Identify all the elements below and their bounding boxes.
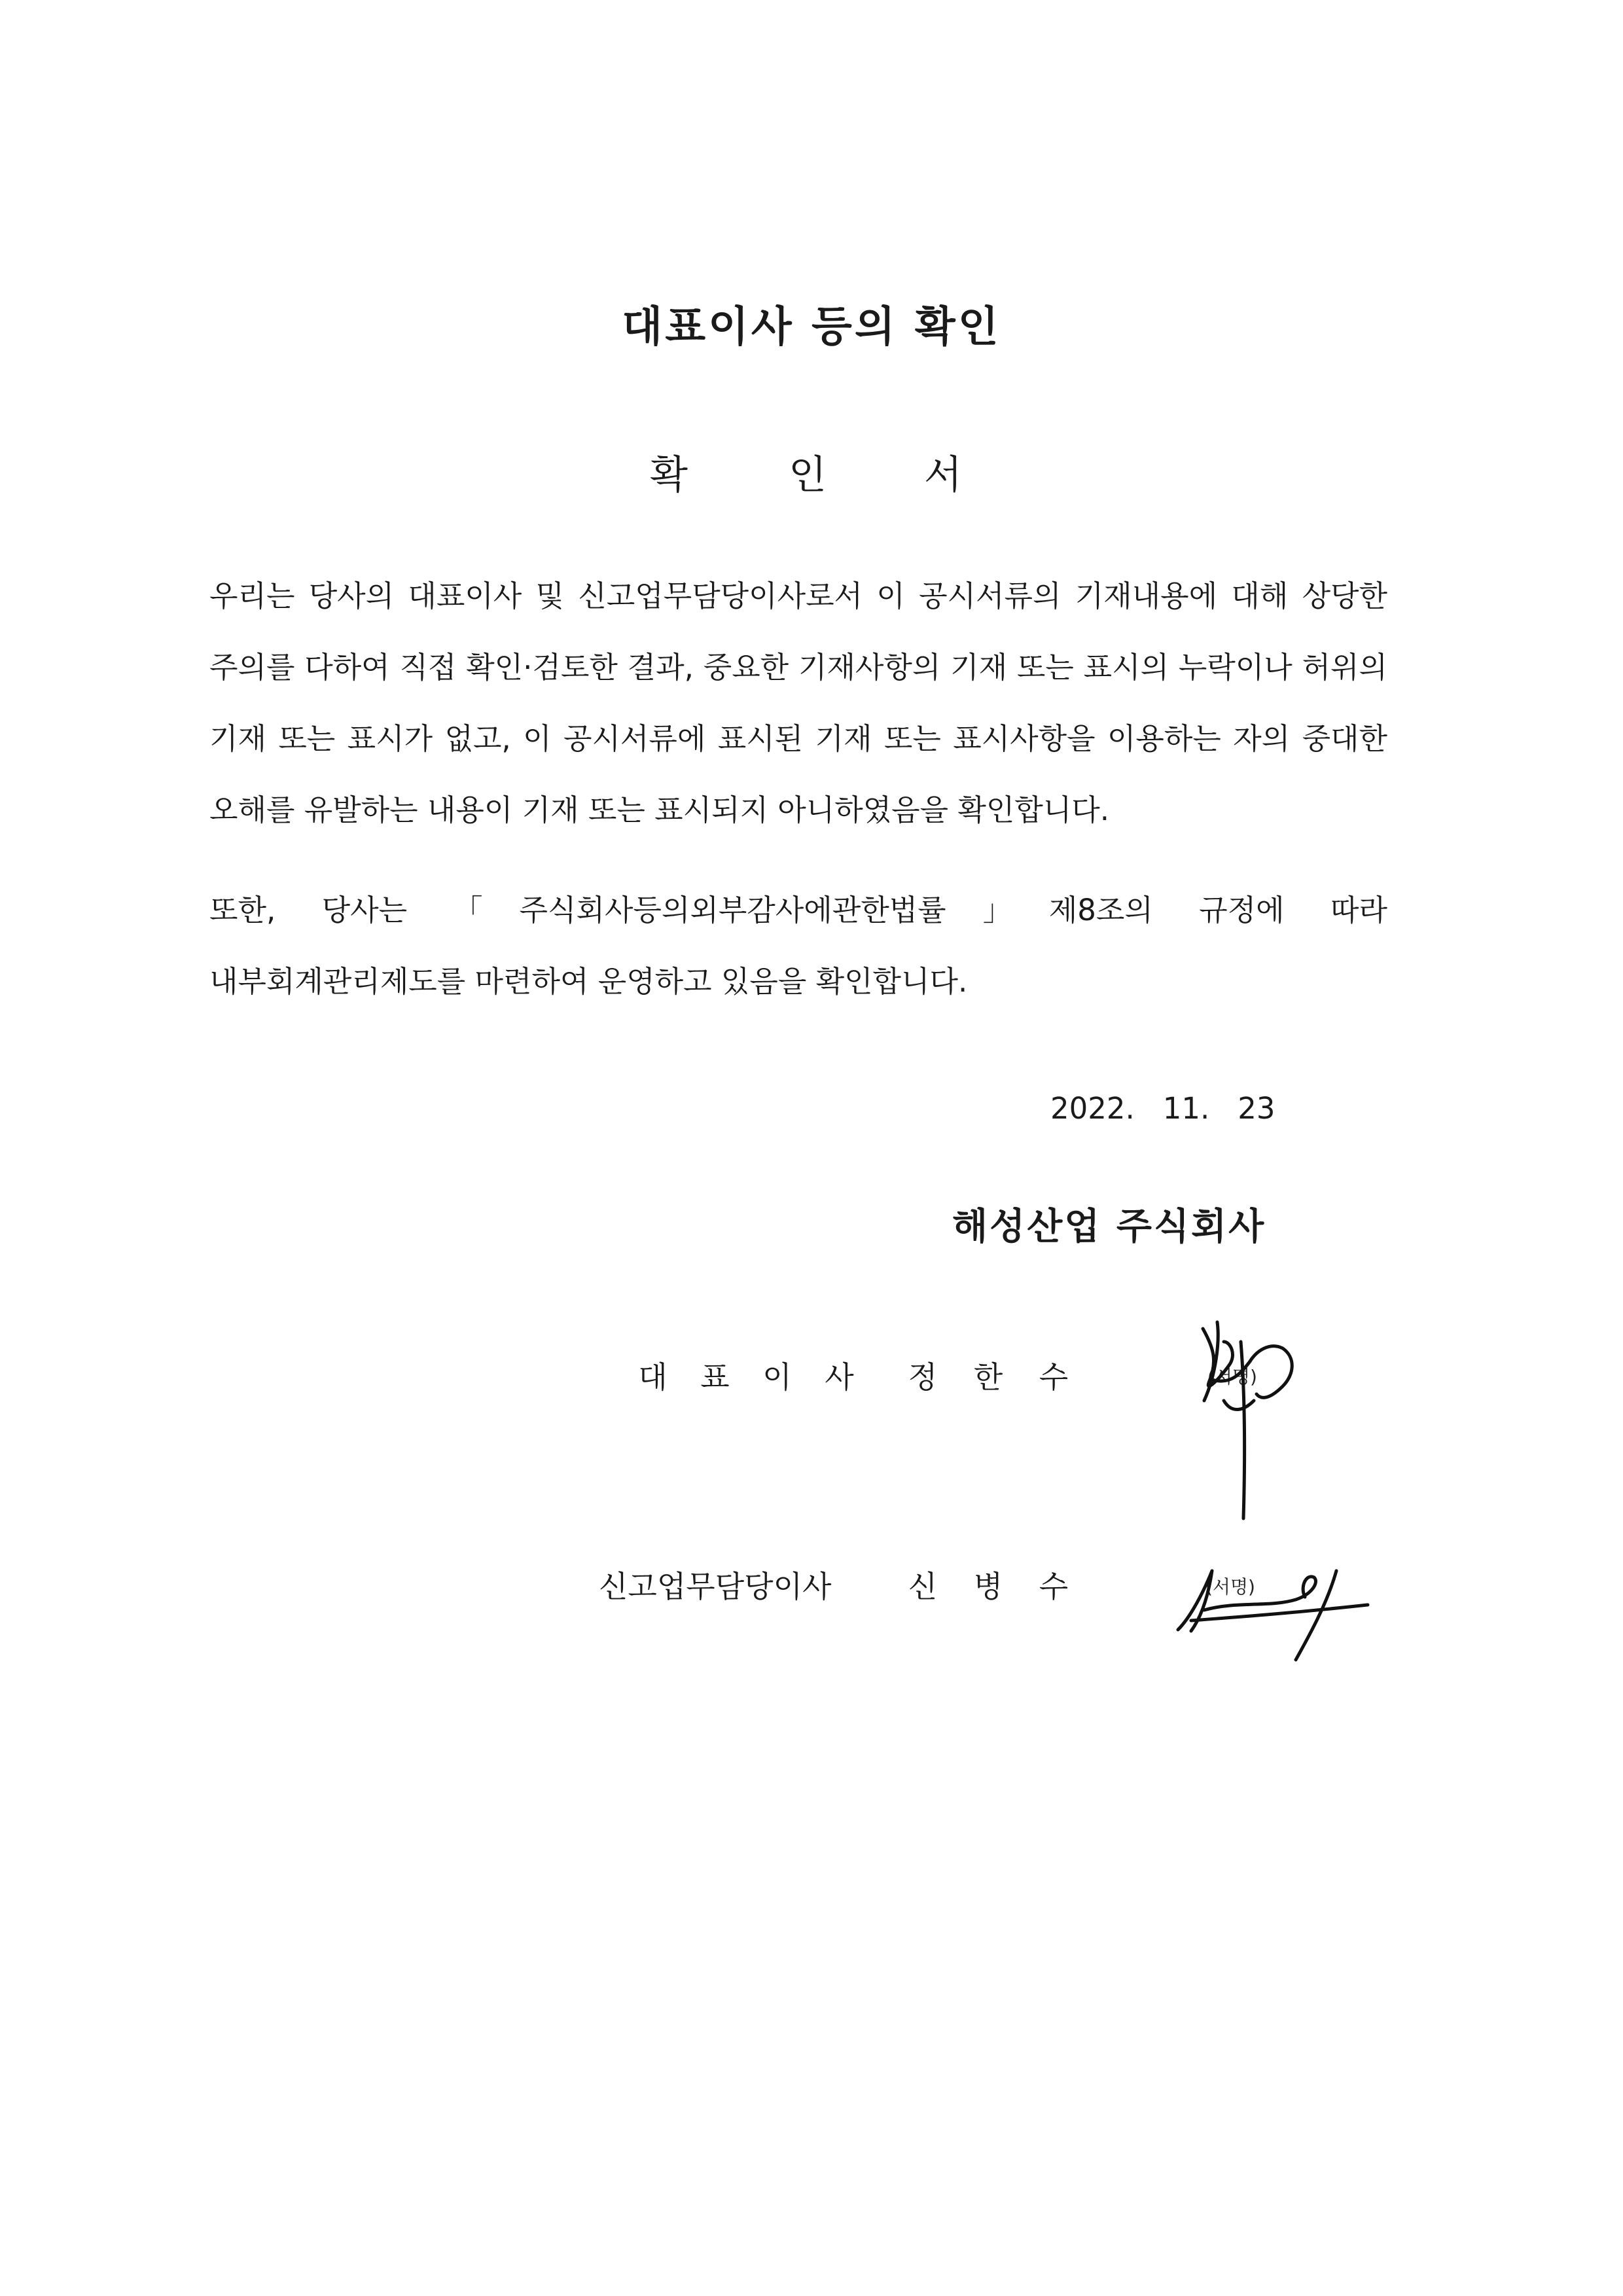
ceo-title	[622, 1354, 870, 1397]
ceo-name-char: 한	[973, 1359, 1003, 1395]
document-heading: 대표이사 등의 확인	[622, 303, 1001, 351]
document-date: 2022. 11. 23	[1050, 1091, 1275, 1126]
disclosure-officer-title: 신고업무담당이사	[599, 1569, 832, 1604]
ceo-name	[890, 1354, 1086, 1397]
officer-name-char: 수	[1039, 1569, 1069, 1604]
ceo-name-char: 수	[1039, 1359, 1069, 1395]
ceo-name-char: 정	[908, 1359, 938, 1395]
ceo-title-char: 이	[762, 1359, 792, 1395]
ceo-sign-mark: (서명)	[1207, 1366, 1257, 1388]
subheading-char-1: 확	[650, 452, 688, 498]
internal-control-paragraph: 또한, 당사는 「주식회사등의외부감사에관한법률」제8조의 규정에 따라 내부회계관리제도를 마련하여 운영하고 있음을 확인합니다.	[209, 893, 1387, 999]
ceo-title-char: 사	[825, 1359, 854, 1395]
disclosure-officer-name	[890, 1563, 1086, 1606]
subheading-char-3: 서	[924, 452, 962, 498]
subheading-char-2: 인	[789, 452, 827, 498]
officer-name-char: 신	[908, 1569, 938, 1604]
company-name: 해성산업 주식회사	[952, 1206, 1266, 1248]
ceo-title-char: 표	[700, 1359, 730, 1395]
officer-name-char: 병	[973, 1569, 1003, 1604]
ceo-title-char: 대	[638, 1359, 668, 1395]
officer-sign-mark: (서명)	[1205, 1576, 1255, 1598]
confirmation-paragraph: 우리는 당사의 대표이사 및 신고업무담당이사로서 이 공시서류의 기재내용에 대해 상당한 주의를 다하여 직접 확인·검토한 결과, 중요한 기재사항의 기재 또는 표시의 누락이나 허위의 기재 또는 표시가 없고, 이 공시서류에 표시된 기재 또는 표시사항을 이용하는 자의 중대한 오해를 유발하는 내용이 기재 또는 표시되지 아니하였음을 확인합니다.	[209, 579, 1387, 827]
officer-handwritten-signature	[1165, 1545, 1414, 1676]
ceo-handwritten-signature	[1178, 1302, 1322, 1525]
